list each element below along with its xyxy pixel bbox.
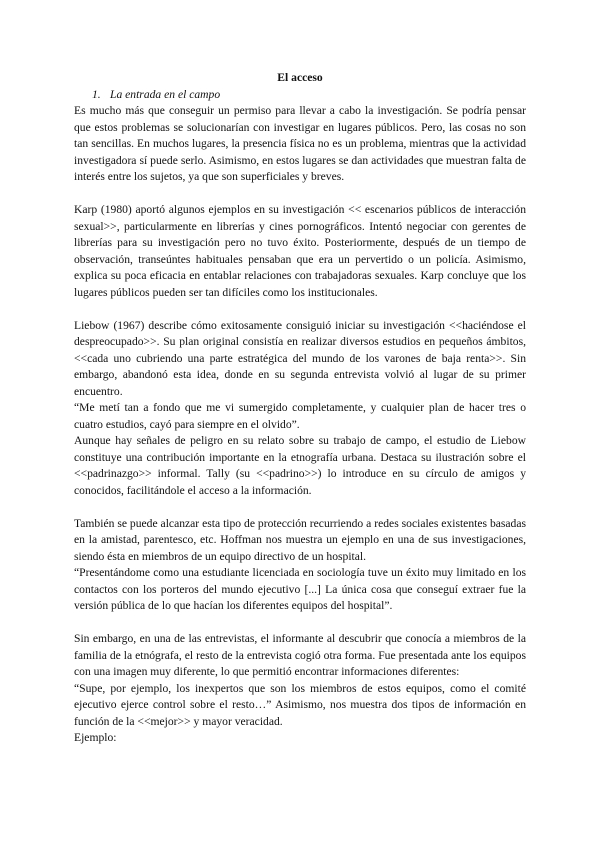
paragraph: Aunque hay señales de peligro en su relato sobre su trabajo de campo, el estudio de Liebow constituye una contribución importante en la etnografía urbana. Destaca su ilustración sobre el <<padrinazgo>> informal. Tally (su <<padrino>>) lo introduce en su círculo de amigos y conocidos, facilitándole el acceso a la información. bbox=[74, 434, 526, 497]
document-title: El acceso bbox=[277, 71, 323, 84]
document-page bbox=[74, 70, 526, 747]
quote: “Me metí tan a fondo que me vi sumergido completamente, y cualquier plan de hacer tres o cuatro estudios, cayó para siempre en el olvido”. bbox=[74, 401, 526, 431]
quote: “Presentándome como una estudiante licenciada en sociología tuve un éxito muy limitado en los contactos con los porteros del mundo ejecutivo [...] La única cosa que conseguí extraer fue la versión pública de lo que hacían los diferentes equipos del hospital”. bbox=[74, 566, 526, 612]
quote: “Supe, por ejemplo, los inexpertos que son los miembros de estos equipos, como el comité ejecutivo ejerce control sobre el resto…” Asimismo, nos muestra dos tipos de información en función de la <<mejor>> y mayor veracidad. bbox=[74, 681, 526, 728]
section-heading bbox=[92, 87, 526, 104]
paragraph: Liebow (1967) describe cómo exitosamente consiguió iniciar su investigación <<haciéndose el despreocupado>>. Su plan original consistía en realizar diversos estudios en pequeños ámbitos, <<cada uno cubriendo una parte estratégica del mundo de los varones de baja renta>>. Sin embargo, abandonó esta idea, donde en su segunda entrevista volvió al lugar de su primer encuentro. bbox=[74, 318, 526, 398]
section-number: 1. bbox=[92, 87, 101, 101]
paragraph: Ejemplo: bbox=[74, 731, 117, 744]
section-label: La entrada en el campo bbox=[110, 87, 221, 101]
paragraph-spacer bbox=[74, 301, 526, 318]
paragraph: Karp (1980) aportó algunos ejemplos en su investigación << escenarios públicos de interacción sexual>>, particularmente en librerías y cines pornográficos. Intentó negociar con gerentes de librerías para su investigación pero no tuvo éxito. Posteriormente, después de un tiempo de observación, transeúntes habituales pensaban que era un pervertido o un policía. Asimismo, explica su poca eficacia en entablar relaciones con trabajadoras sexuales. Karp concluye que los lugares públicos pueden ser tan difíciles como los institucionales. bbox=[74, 203, 526, 299]
paragraph-spacer bbox=[74, 499, 526, 516]
paragraph-spacer bbox=[74, 186, 526, 203]
paragraph: Sin embargo, en una de las entrevistas, el informante al descubrir que conocía a miembros de la familia de la etnógrafa, el resto de la entrevista cogió otra forma. Fue presentada ante los equipos con una imagen muy diferente, lo que permitió encontrar informaciones diferentes: bbox=[74, 632, 526, 678]
paragraph-spacer bbox=[74, 615, 526, 632]
paragraph: También se puede alcanzar esta tipo de protección recurriendo a redes sociales existentes basadas en la amistad, parentesco, etc. Hoffman nos muestra un ejemplo en una de sus investigaciones, siendo ésta en miembros de un equipo directivo de un hospital. bbox=[74, 516, 526, 563]
paragraph: Es mucho más que conseguir un permiso para llevar a cabo la investigación. Se podría pensar que estos problemas se solucionarían con investigar en lugares públicos. Pero, las cosas no son tan sencillas. En muchos lugares, la presencia física no es un problema, mientras que la actividad investigadora sí puede serlo. Asimismo, en estos lugares se dan actividades que muestran falta de interés entre los sujetos, ya que son superficiales y breves. bbox=[74, 104, 526, 183]
